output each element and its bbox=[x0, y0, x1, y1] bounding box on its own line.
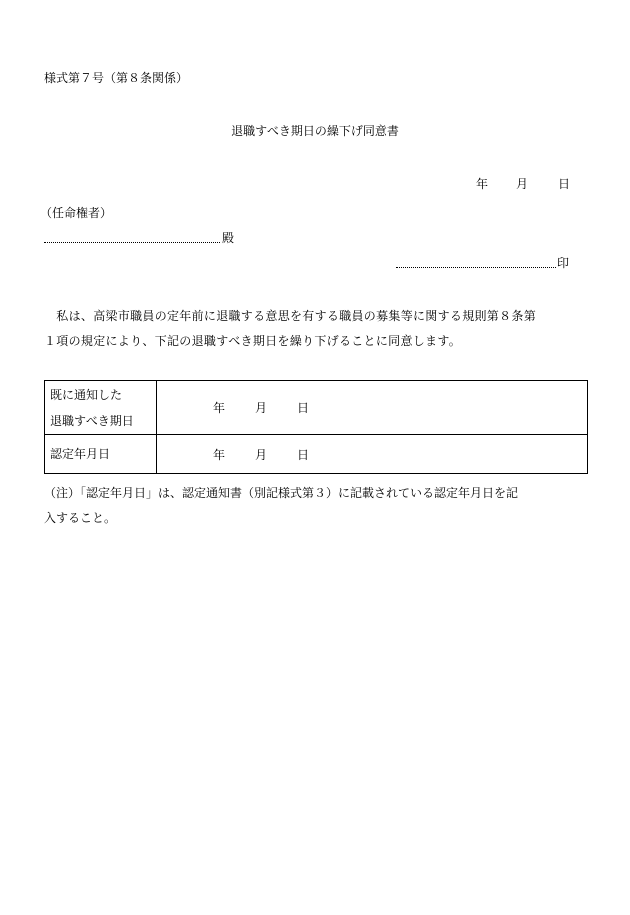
row1-day: 日 bbox=[297, 401, 310, 415]
date-year: 年 bbox=[476, 177, 489, 191]
row2-value bbox=[157, 435, 588, 474]
form-number: 様式第７号（第８条関係） bbox=[44, 71, 189, 85]
table-row bbox=[45, 381, 588, 435]
signer-name-line bbox=[396, 267, 556, 268]
footnote-line-1: （注）「認定年月日」は、認定通知書（別記様式第３）に記載されている認定年月日を記 bbox=[44, 486, 519, 500]
row2-year: 年 bbox=[213, 447, 226, 462]
date-table bbox=[44, 380, 588, 474]
table-row bbox=[45, 435, 588, 474]
row1-year: 年 bbox=[213, 401, 226, 415]
seal-mark: 印 bbox=[557, 256, 570, 270]
consent-statement-line-2: １項の規定により、下記の退職すべき期日を繰り下げることに同意します。 bbox=[44, 334, 462, 348]
consent-statement-line-1: 私は、高梁市職員の定年前に退職する意思を有する職員の募集等に関する規則第８条第 bbox=[44, 309, 537, 323]
document-title: 退職すべき期日の繰下げ同意書 bbox=[231, 124, 399, 138]
addressee-name-line bbox=[44, 242, 220, 243]
row1-month: 月 bbox=[255, 401, 268, 415]
date-day: 日 bbox=[558, 177, 571, 191]
appointer-label: （任命権者） bbox=[40, 206, 113, 220]
row1-label-line-1: 既に通知した bbox=[50, 387, 123, 402]
row2-day: 日 bbox=[297, 447, 310, 462]
footnote bbox=[44, 481, 592, 531]
row2-month: 月 bbox=[255, 447, 268, 462]
row1-label-line-2: 退職すべき期日 bbox=[50, 413, 134, 428]
date-month: 月 bbox=[516, 177, 529, 191]
consent-statement bbox=[44, 304, 590, 354]
row2-label: 認定年月日 bbox=[45, 435, 157, 474]
footnote-line-2: 入すること。 bbox=[44, 511, 117, 525]
row1-label bbox=[45, 381, 157, 435]
honorific-dono: 殿 bbox=[222, 231, 235, 245]
row1-value bbox=[157, 381, 588, 435]
date-row bbox=[476, 176, 570, 192]
